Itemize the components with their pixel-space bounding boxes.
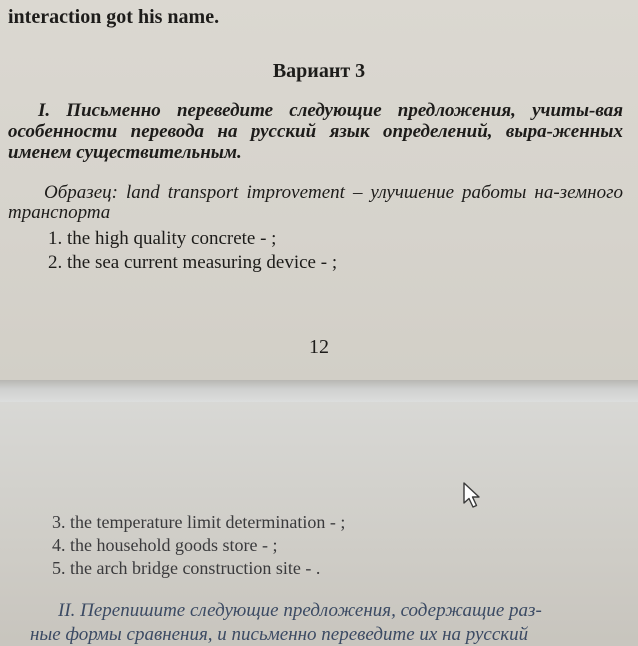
mouse-pointer-icon (462, 482, 484, 510)
variant-title: Вариант 3 (272, 60, 366, 82)
sample-translation: Образец: land transport improvement – улучшение работы на-земного транспорта (8, 182, 623, 223)
exercise-item-2: 2. the sea current measuring device - ; (48, 252, 338, 273)
task-2-instruction-line1: II. Перепишите следующие предложения, содержащие раз- (58, 600, 542, 621)
task-1-instruction: I. Письменно переведите следующие предложения, учиты-вая особенности перевода на русский язык определений, выра-женных именем существительным. (8, 100, 623, 163)
cut-off-line: interaction got his name. (8, 6, 220, 28)
page-break (0, 380, 638, 402)
exercise-item-3: 3. the temperature limit determination - ; (52, 512, 346, 532)
exercise-item-4: 4. the household goods store - ; (52, 535, 278, 555)
page-number: 12 (309, 336, 329, 358)
exercise-item-5: 5. the arch bridge construction site - . (52, 558, 321, 578)
task-2-instruction-line2: ные формы сравнения, и письменно переведите их на русский (30, 624, 529, 645)
exercise-item-1: 1. the high quality concrete - ; (48, 228, 277, 249)
